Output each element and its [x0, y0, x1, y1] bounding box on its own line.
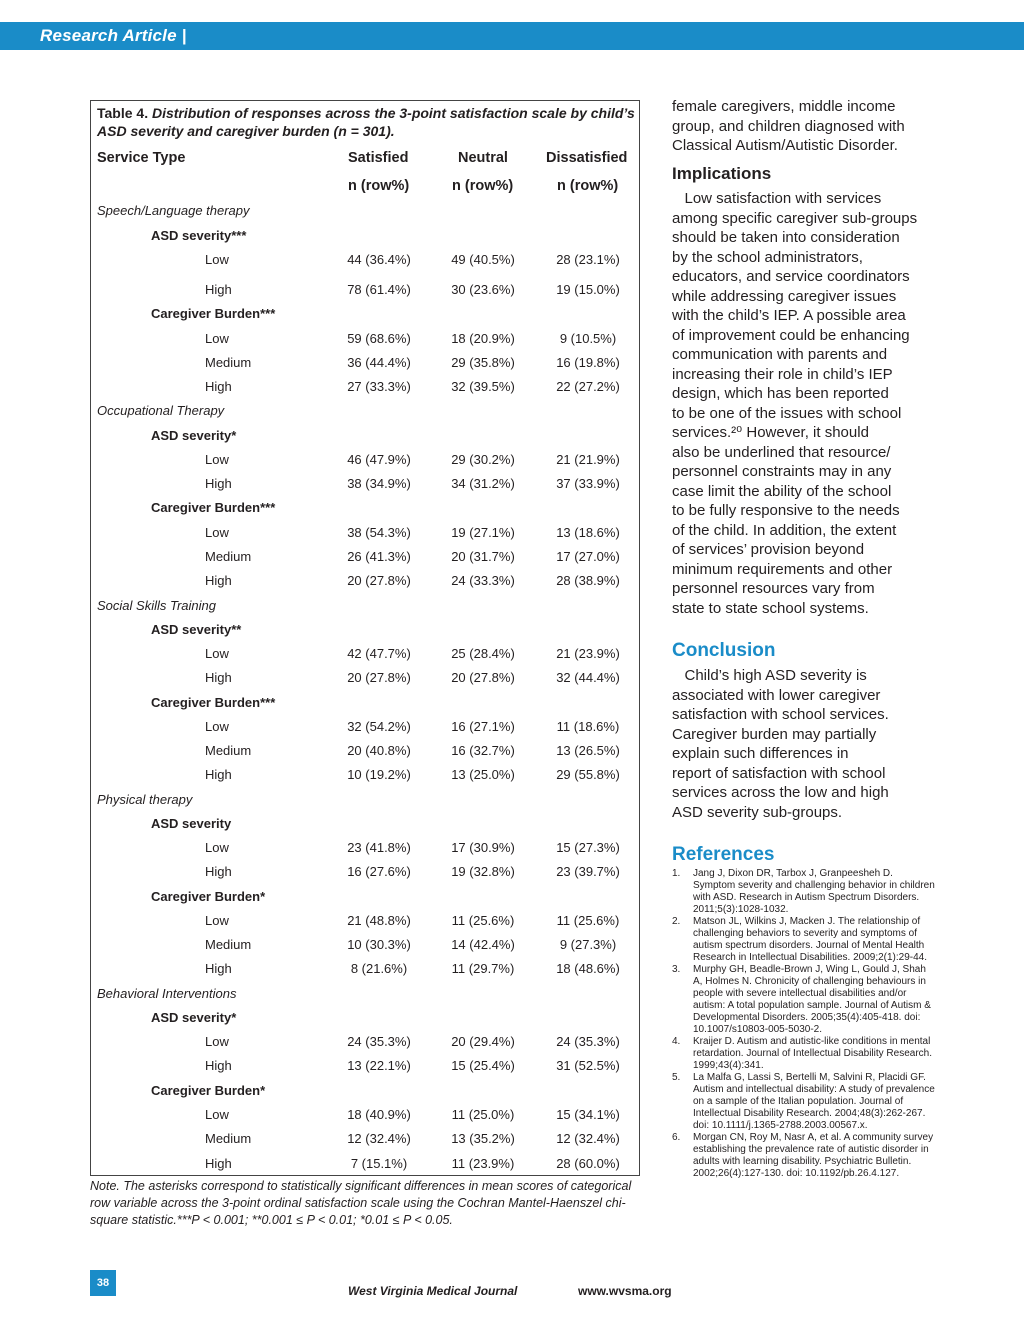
reference-text: Morgan CN, Roy M, Nasr A, et al. A community survey establishing the prevalence rate of autistic disorder in adults with learning disability. Psychiatric Bulletin. 2002;26(4):127-130. doi: 10.1192/pb.26.4.127.: [693, 1132, 934, 1179]
satisfied-cell: 7 (15.1%): [350, 1156, 408, 1171]
dissatisfied-cell: 12 (32.4%): [556, 1131, 620, 1146]
neutral-cell: 14 (42.4%): [451, 937, 515, 952]
neutral-cell: 11 (25.0%): [451, 1107, 515, 1122]
group-label: Caregiver Burden*: [151, 1083, 266, 1098]
reference-number: 3.: [672, 964, 681, 975]
satisfied-cell: 10 (30.3%): [347, 937, 411, 952]
dissatisfied-cell: 28 (60.0%): [556, 1156, 620, 1171]
satisfied-cell: 59 (68.6%): [347, 331, 411, 346]
text-line: by the school administrators,: [672, 248, 863, 266]
neutral-cell: 24 (33.3%): [451, 573, 515, 588]
table-row: [0, 622, 1024, 642]
text-line: also be underlined that resource/: [672, 443, 891, 461]
level-label: Low: [205, 452, 229, 467]
col-header-neutral: Neutral: [458, 150, 508, 166]
text-line: to be one of the issues with school: [672, 404, 902, 422]
satisfied-cell: 42 (47.7%): [347, 646, 411, 661]
satisfied-cell: 20 (27.8%): [347, 573, 411, 588]
text-line: while addressing caregiver issues: [672, 287, 897, 305]
dissatisfied-cell: 21 (23.9%): [556, 646, 620, 661]
text-line: of services’ provision beyond: [672, 541, 865, 558]
col-sub-dissatisfied: n (row%): [557, 178, 619, 194]
level-label: Low: [205, 1034, 229, 1049]
dissatisfied-cell: 22 (27.2%): [556, 379, 620, 394]
text-line: educators, and service coordinators: [672, 268, 910, 285]
reference-item: [672, 964, 937, 1036]
satisfied-cell: 24 (35.3%): [347, 1034, 411, 1049]
text-line: female caregivers, middle income: [672, 98, 896, 115]
reference-item: [672, 1072, 937, 1132]
satisfied-cell: 16 (27.6%): [347, 864, 411, 879]
satisfied-cell: 36 (44.4%): [347, 355, 411, 370]
neutral-cell: 17 (30.9%): [451, 840, 515, 855]
neutral-cell: 30 (23.6%): [451, 282, 515, 297]
level-label: High: [205, 379, 232, 394]
satisfied-cell: 8 (21.6%): [350, 961, 408, 976]
table-note: Note. The asterisks correspond to statistically significant differences in mean scores of categorical row variable across the 3-point ordinal satisfaction scale using the Cochran Mantel-Haenszel chi-square statistic.***P < 0.001; **0.001 ≤ P < 0.01; *0.01 ≤ P < 0.05.: [90, 1179, 632, 1227]
dissatisfied-cell: 24 (35.3%): [556, 1034, 620, 1049]
reference-text: Matson JL, Wilkins J, Macken J. The relationship of challenging behaviors to severity and symptoms of autism spectrum disorders. Journal of Mental Health Research in Intellectual Disabilities. 2009;2(1):29-44.: [693, 916, 928, 963]
reference-number: 6.: [672, 1132, 681, 1143]
table-row: [0, 840, 1024, 860]
reference-text: Kraijer D. Autism and autistic-like conditions in mental retardation. Journal of Intellectual Disability Research. 1999;43(4):341.: [693, 1036, 933, 1071]
dissatisfied-cell: 23 (39.7%): [556, 864, 620, 879]
level-label: Low: [205, 913, 229, 928]
neutral-cell: 29 (30.2%): [451, 452, 515, 467]
dissatisfied-cell: 37 (33.9%): [556, 476, 620, 491]
conclusion-heading: Conclusion: [672, 640, 776, 661]
neutral-cell: 19 (27.1%): [451, 525, 515, 540]
satisfied-cell: 18 (40.9%): [347, 1107, 411, 1122]
level-label: High: [205, 282, 232, 297]
col-header-satisfied: Satisfied: [348, 150, 409, 166]
satisfied-cell: 20 (40.8%): [347, 743, 411, 758]
references-heading: References: [672, 844, 775, 865]
satisfied-cell: 12 (32.4%): [347, 1131, 411, 1146]
text-line: ASD severity sub-groups.: [672, 803, 843, 821]
satisfied-cell: 32 (54.2%): [347, 719, 411, 734]
dissatisfied-cell: 11 (25.6%): [556, 913, 620, 928]
level-label: Medium: [205, 549, 252, 564]
reference-text: Jang J, Dixon DR, Tarbox J, Granpeesheh D. Symptom severity and challenging behavior in children with ASD. Research in Autism Spectrum Disorders. 2011;5(3):1028-1032.: [693, 868, 935, 915]
group-label: Caregiver Burden***: [151, 500, 276, 515]
dissatisfied-cell: 28 (23.1%): [556, 252, 620, 267]
neutral-cell: 20 (27.8%): [451, 670, 515, 685]
group-label: ASD severity*: [151, 428, 237, 443]
section-label: Research Article |: [40, 26, 187, 45]
reference-item: [672, 868, 937, 916]
group-label: Caregiver Burden***: [151, 306, 276, 321]
col-header-service: Service Type: [97, 150, 186, 166]
reference-text: Murphy GH, Beadle-Brown J, Wing L, Gould J, Shah A, Holmes N. Chronicity of challenging behaviours in people with severe intellectual disabilities and/or autism: A total population sample. Journal of Autism & Developmental Disorders. 2005;35(4):405-418. doi: 10.1007/s10803-005-5030-2.: [693, 964, 931, 1035]
level-label: Medium: [205, 1131, 252, 1146]
service-type-label: Behavioral Interventions: [97, 986, 237, 1001]
reference-item: [672, 1036, 937, 1072]
reference-number: 2.: [672, 916, 681, 927]
text-line: Caregiver burden may partially: [672, 725, 877, 743]
table-row: [0, 646, 1024, 666]
level-label: Medium: [205, 743, 252, 758]
neutral-cell: 11 (23.9%): [451, 1156, 515, 1171]
neutral-cell: 13 (25.0%): [451, 767, 515, 782]
neutral-cell: 25 (28.4%): [451, 646, 515, 661]
dissatisfied-cell: 16 (19.8%): [556, 355, 620, 370]
reference-text: La Malfa G, Lassi S, Bertelli M, Salvini R, Placidi GF. Autism and intellectual disability: A study of prevalence on a sample of the Italian population. Journal of Intellectual Disability Research. 2004;48(3):262-267. doi: 10.1111/j.1365-2788.2003.00567.x.: [693, 1072, 935, 1131]
satisfied-cell: 46 (47.9%): [347, 452, 411, 467]
text-line: satisfaction with school services.: [672, 706, 889, 723]
text-line: group, and children diagnosed with: [672, 117, 905, 135]
implications-paragraph: [672, 189, 942, 618]
col-header-dissatisfied: Dissatisfied: [546, 150, 628, 166]
text-line: of improvement could be enhancing: [672, 326, 910, 344]
dissatisfied-cell: 11 (18.6%): [556, 719, 620, 734]
dissatisfied-cell: 21 (21.9%): [556, 452, 620, 467]
group-label: Caregiver Burden*: [151, 889, 266, 904]
satisfied-cell: 78 (61.4%): [347, 282, 411, 297]
text-line: Low satisfaction with services: [672, 190, 882, 207]
page-number: 38: [90, 1270, 116, 1296]
satisfied-cell: 38 (54.3%): [347, 525, 411, 540]
neutral-cell: 32 (39.5%): [451, 379, 515, 394]
text-line: services across the low and high: [672, 784, 889, 801]
level-label: Low: [205, 331, 229, 346]
text-line: minimum requirements and other: [672, 560, 893, 578]
level-label: Low: [205, 525, 229, 540]
satisfied-cell: 26 (41.3%): [347, 549, 411, 564]
group-label: ASD severity**: [151, 622, 242, 637]
reference-item: [672, 916, 937, 964]
text-line: associated with lower caregiver: [672, 686, 881, 704]
text-line: with the child’s IEP. A possible area: [672, 307, 906, 324]
reference-item: [672, 1132, 937, 1180]
level-label: Medium: [205, 937, 252, 952]
group-label: Caregiver Burden***: [151, 695, 276, 710]
level-label: High: [205, 670, 232, 685]
level-label: Low: [205, 719, 229, 734]
text-line: state to state school systems.: [672, 599, 869, 617]
implications-heading: Implications: [672, 164, 772, 183]
neutral-cell: 20 (29.4%): [451, 1034, 515, 1049]
neutral-cell: 18 (20.9%): [451, 331, 515, 346]
table-caption-prefix: Table 4.: [97, 105, 152, 121]
level-label: Low: [205, 840, 229, 855]
reference-number: 1.: [672, 868, 681, 879]
satisfied-cell: 13 (22.1%): [347, 1058, 411, 1073]
neutral-cell: 29 (35.8%): [451, 355, 515, 370]
level-label: Low: [205, 252, 229, 267]
dissatisfied-cell: 28 (38.9%): [556, 573, 620, 588]
neutral-cell: 15 (25.4%): [451, 1058, 515, 1073]
text-line: increasing their role in child’s IEP: [672, 365, 893, 383]
satisfied-cell: 10 (19.2%): [347, 767, 411, 782]
text-line: Child’s high ASD severity is: [672, 667, 867, 684]
level-label: High: [205, 1058, 232, 1073]
level-label: High: [205, 573, 232, 588]
text-line: case limit the ability of the school: [672, 482, 892, 500]
table-caption: [97, 104, 637, 140]
text-line: services.²⁰ However, it should: [672, 424, 869, 441]
reference-number: 5.: [672, 1072, 681, 1083]
neutral-cell: 16 (32.7%): [451, 743, 515, 758]
text-line: should be taken into consideration: [672, 229, 900, 246]
satisfied-cell: 44 (36.4%): [347, 252, 411, 267]
neutral-cell: 19 (32.8%): [451, 864, 515, 879]
level-label: High: [205, 767, 232, 782]
satisfied-cell: 21 (48.8%): [347, 913, 411, 928]
satisfied-cell: 20 (27.8%): [347, 670, 411, 685]
text-line: Classical Autism/Autistic Disorder.: [672, 137, 898, 154]
neutral-cell: 16 (27.1%): [451, 719, 515, 734]
satisfied-cell: 38 (34.9%): [347, 476, 411, 491]
footer-journal: West Virginia Medical Journal: [348, 1284, 518, 1298]
level-label: Low: [205, 646, 229, 661]
neutral-cell: 49 (40.5%): [451, 252, 515, 267]
group-label: ASD severity*: [151, 1010, 237, 1025]
text-line: explain such differences in: [672, 745, 849, 762]
level-label: High: [205, 1156, 232, 1171]
reference-number: 4.: [672, 1036, 681, 1047]
level-label: High: [205, 476, 232, 491]
dissatisfied-cell: 13 (18.6%): [556, 525, 620, 540]
text-line: among specific caregiver sub-groups: [672, 209, 918, 227]
dissatisfied-cell: 19 (15.0%): [556, 282, 620, 297]
dissatisfied-cell: 13 (26.5%): [556, 743, 620, 758]
col-sub-neutral: n (row%): [452, 178, 514, 194]
text-line: communication with parents and: [672, 346, 888, 363]
dissatisfied-cell: 17 (27.0%): [556, 549, 620, 564]
neutral-cell: 13 (35.2%): [451, 1131, 515, 1146]
level-label: Medium: [205, 355, 252, 370]
dissatisfied-cell: 9 (10.5%): [559, 331, 617, 346]
intro-paragraph: [672, 97, 942, 156]
references-list: [672, 868, 937, 1180]
text-line: personnel resources vary from: [672, 580, 875, 597]
text-line: of the child. In addition, the extent: [672, 521, 897, 539]
level-label: High: [205, 961, 232, 976]
table-caption-title: Distribution of responses across the 3-point satisfaction scale by child’s ASD severity and caregiver burden (n = 301).: [97, 105, 635, 139]
service-type-label: Speech/Language therapy: [97, 203, 250, 218]
conclusion-paragraph: [672, 666, 942, 822]
dissatisfied-cell: 15 (27.3%): [556, 840, 620, 855]
col-sub-satisfied: n (row%): [348, 178, 410, 194]
group-label: ASD severity***: [151, 228, 247, 243]
text-line: to be fully responsive to the needs: [672, 502, 900, 519]
text-line: design, which has been reported: [672, 385, 889, 402]
dissatisfied-cell: 15 (34.1%): [556, 1107, 620, 1122]
neutral-cell: 11 (29.7%): [451, 961, 515, 976]
footer-website: www.wvsma.org: [578, 1284, 672, 1298]
service-type-label: Social Skills Training: [97, 598, 216, 613]
dissatisfied-cell: 18 (48.6%): [556, 961, 620, 976]
dissatisfied-cell: 9 (27.3%): [559, 937, 617, 952]
level-label: High: [205, 864, 232, 879]
dissatisfied-cell: 31 (52.5%): [556, 1058, 620, 1073]
service-type-label: Occupational Therapy: [97, 403, 225, 418]
text-line: report of satisfaction with school: [672, 764, 886, 782]
text-line: personnel constraints may in any: [672, 463, 892, 480]
level-label: Low: [205, 1107, 229, 1122]
satisfied-cell: 23 (41.8%): [347, 840, 411, 855]
dissatisfied-cell: 29 (55.8%): [556, 767, 620, 782]
service-type-label: Physical therapy: [97, 792, 193, 807]
neutral-cell: 20 (31.7%): [451, 549, 515, 564]
neutral-cell: 34 (31.2%): [451, 476, 515, 491]
satisfied-cell: 27 (33.3%): [347, 379, 411, 394]
header-bar: [0, 22, 1024, 50]
group-label: ASD severity: [151, 816, 232, 831]
neutral-cell: 11 (25.6%): [451, 913, 515, 928]
dissatisfied-cell: 32 (44.4%): [556, 670, 620, 685]
